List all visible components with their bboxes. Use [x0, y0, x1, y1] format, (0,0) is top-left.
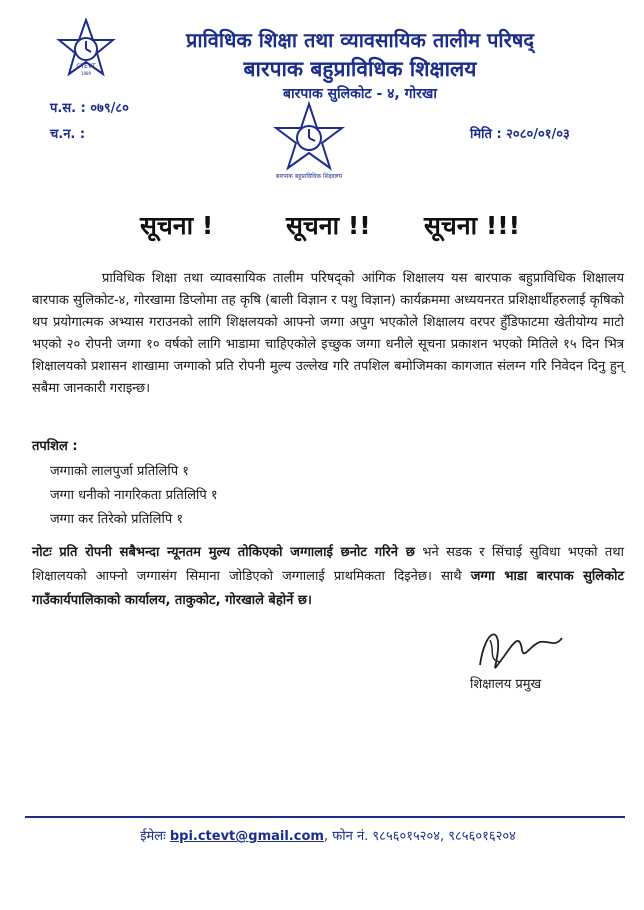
note-part-3: जग्गा भाडा बारपाक सुलिकोट गाउँकार्यपालिकाको कार्यालय, ताकुकोट, गोरखाले बेहोर्ने छ। — [32, 569, 625, 608]
tapasil-item: जग्गा कर तिरेको प्रतिलिपि १ — [50, 512, 184, 527]
notice-heading-3: सूचना !!! — [424, 211, 521, 240]
signature-image — [470, 620, 570, 680]
tapasil-heading: तपशिल : — [32, 439, 78, 454]
tapasil-item: जग्गा धनीको नागरिकता प्रतिलिपि १ — [50, 488, 218, 503]
note-part-2: भने सडक र सिंचाई सुविधा भएको तथा शिक्षालयको आफ्नो जग्गासंग सिमाना जोडिएको जग्गालाई प्राथमिकता दिइनेछ। साथै — [32, 545, 624, 584]
email-link[interactable]: bpi.ctevt@gmail.com — [169, 829, 324, 844]
stamp-text: बारपाक बहुप्राविधिक शिक्षालय — [275, 173, 343, 180]
school-address: बारपाक सुलिकोट - ४, गोरखा — [283, 86, 437, 102]
signatory-title: शिक्षालय प्रमुख — [470, 677, 542, 692]
notice-body: प्राविधिक शिक्षा तथा व्यावसायिक तालीम परिषद्को आंगिक शिक्षालय यस बारपाक बहुप्राविधिक शिक्षालय बारपाक सुलिकोट-४, गोरखामा डिप्लोमा तह कृषि (बाली विज्ञान र पशु विज्ञान) कार्यक्रममा अध्ययनरत प्रशिक्षार्थीहरुलाई कृषिको थप प्रयोगात्मक अभ्यास गराउनको लागि शिक्षलयको आफ्नो जग्गा अपुग भएकोले शिक्षालय वरपर हुँडिफाटमा खेतीयोग्य माटो भएको २० रोपनी जग्गा १० वर्षको लागि भाडामा चाहिएकोले इच्छुक जग्गा धनीले सूचना प्रकाशन भएको मितिले १५ दिन भित्र शिक्षालयको प्रशासन शाखामा जग्गाको प्रति रोपनी मुल्य उल्लेख गरि तपशिल बमोजिमका कागजात संलग्न गरि निवेदन दिनु हुन् सबैमा जानकारी गराइन्छ। — [32, 271, 624, 396]
footer-contact — [32, 826, 624, 844]
phone-numbers: , फोन नं. ९८५६०१५२०४, ९८५६०१६२०४ — [323, 829, 516, 844]
dispatch-number: च.न. : — [50, 127, 86, 142]
ctevt-logo — [55, 18, 117, 80]
logo-left-year: 1989 — [80, 71, 92, 76]
footer-divider — [25, 816, 625, 818]
note-label: नोटः — [32, 545, 52, 560]
notice-heading-2: सूचना !! — [286, 211, 371, 240]
letter-date: मिति : २०८०/०१/०३ — [470, 127, 570, 142]
note-part-1: प्रति रोपनी सबैभन्दा न्यूनतम मुल्य तोकिएको जग्गालाई छनोट गरिने छ — [59, 545, 415, 560]
note-paragraph — [32, 541, 624, 613]
tapasil-item: जग्गाको लालपुर्जा प्रतिलिपि १ — [50, 464, 189, 479]
notice-heading-1: सूचना ! — [140, 211, 214, 240]
reference-number: प.स. : ०७९/८० — [50, 101, 129, 116]
org-name: प्राविधिक शिक्षा तथा व्यावसायिक तालीम परिषद् — [186, 28, 534, 52]
school-name: बारपाक बहुप्राविधिक शिक्षालय — [243, 57, 477, 81]
logo-left-text: CTEVT — [76, 63, 96, 70]
school-stamp-logo — [268, 100, 350, 182]
email-label: ईमेलः — [140, 829, 166, 844]
